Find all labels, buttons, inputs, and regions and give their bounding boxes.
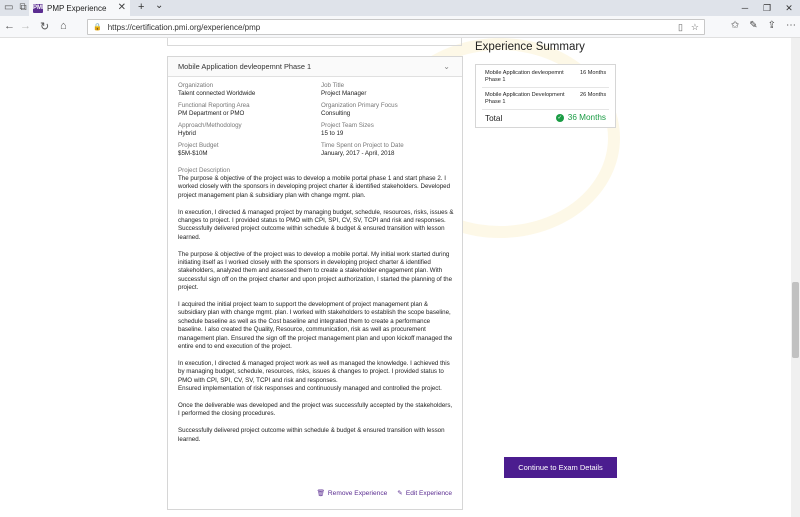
time-spent-value: January, 2017 - April, 2018 (321, 150, 395, 157)
chevron-down-icon[interactable]: ⌄ (443, 62, 450, 71)
time-spent-field (321, 142, 404, 158)
description-paragraph: Once the deliverable was developed and the project was successfully accepted by the stakeholders, I performed the closing procedures. (178, 401, 453, 418)
url-actions (678, 22, 699, 33)
total-value (556, 113, 606, 122)
toolbar-actions (731, 20, 796, 31)
summary-row-months: 26 Months (580, 92, 607, 98)
summary-title: Experience Summary (475, 41, 585, 53)
edit-experience-label: Edit Experience (405, 490, 452, 497)
favorite-star-icon[interactable]: ☆ (690, 22, 699, 32)
experience-title: Mobile Application devleopemnt Phase 1 (178, 62, 312, 71)
functional-area-label: Functional Reporting Area (178, 102, 250, 109)
budget-field (178, 142, 219, 158)
refresh-icon[interactable]: ↻ (40, 21, 50, 33)
total-months: 36 Months (567, 113, 606, 122)
page-content (0, 38, 800, 517)
address-bar (0, 16, 800, 38)
summary-row-months: 16 Months (580, 70, 607, 76)
browser-tab[interactable] (29, 0, 130, 16)
share-icon[interactable]: ⇪ (767, 20, 776, 31)
organization-value: Talent connected Worldwide (178, 90, 256, 97)
summary-row-name: Mobile Application devleopemnt Phase 1 (485, 70, 564, 83)
window-controls (734, 0, 800, 16)
description-label: Project Description (178, 167, 230, 174)
back-icon[interactable]: ← (4, 20, 15, 32)
lock-icon: 🔒 (93, 24, 102, 31)
tab-stack-icon[interactable]: ▭ (4, 2, 14, 13)
tab-preview-icon[interactable]: ⧉ (19, 2, 27, 13)
budget-value: $5M-$10M (178, 150, 208, 157)
functional-area-value: PM Department or PMO (178, 110, 245, 117)
summary-row-name: Mobile Application Development Phase 1 (485, 92, 565, 105)
scrollbar-thumb[interactable] (792, 282, 799, 358)
approach-value: Hybrid (178, 130, 196, 137)
pmi-favicon-icon: PMI (33, 4, 44, 11)
continue-to-exam-details-button[interactable]: Continue to Exam Details (504, 457, 617, 478)
functional-area-field (178, 102, 250, 118)
experience-card (167, 56, 463, 510)
home-icon[interactable]: ⌂ (60, 20, 67, 32)
divider (482, 109, 609, 110)
job-title-value: Project Manager (321, 90, 367, 97)
experience-card-header[interactable] (168, 57, 462, 77)
close-tab-icon[interactable]: ✕ (117, 2, 126, 13)
description-paragraph: The purpose & objective of the project was to develop a mobile portal phase 1 and start phase 2. I worked closely with the sponsors in developing project charter & identified stakeholders. Developed project management plan & subsidiary plan with change mgmt. plan. (178, 175, 451, 199)
check-circle-icon: ✓ (557, 114, 563, 121)
previous-experience-card (167, 38, 462, 46)
approach-label: Approach/Methodology (178, 122, 242, 129)
restore-icon[interactable]: ❐ (762, 3, 772, 13)
description-paragraph: The purpose & objective of the project was to develop a mobile portal. My initial work started during initiating itself as I worked closely with the sponsors in developing project charter & identified stakeholders, analyzed them and assessed them to create a stakeholder engagement plan. With successful sign off on the project charter and upon project authorization, I started the planning of the project. (178, 250, 453, 292)
pencil-icon: ✎ (397, 490, 403, 497)
tab-title: PMP Experience (47, 3, 107, 13)
forward-icon[interactable]: → (20, 20, 31, 32)
job-title-label: Job Title (321, 82, 345, 89)
remove-experience-link[interactable] (317, 489, 388, 497)
approach-field (178, 122, 242, 138)
tab-actions (4, 2, 27, 13)
description-paragraph: In execution, I directed & managed project work as well as managed the knowledge. I achieved this by managing budget, schedule, resources, risks, issues & changes to project. I provided status to PMO with CPI, SPI, CV, SV, TCPI and risk and responses. Ensured implementation of risk responses and continuously managed and controlled the project. (178, 359, 450, 393)
org-focus-field (321, 102, 398, 118)
time-spent-label: Time Spent on Project to Date (321, 142, 404, 149)
url-domain: https://certification.pmi.org (107, 22, 202, 32)
close-window-icon[interactable]: ✕ (785, 3, 793, 13)
divider (482, 87, 609, 88)
edit-experience-link[interactable] (397, 489, 452, 497)
job-title-field (321, 82, 366, 98)
description-paragraph: I acquired the initial project team to support the development of project management plan & subsidiary plan with change mgmt. plan. I worked with stakeholders to establish the scope baseline, schedule baseline as well as the Cost baseline and integrated them to create a performance baseline. I also created the Quality, Resource, communication, risk as well as procurement management plan. Ensured the sign off the project management plan and upon kickoff managed the entire end to end execution of the project. (178, 301, 453, 351)
pen-icon[interactable]: ✎ (749, 20, 758, 31)
favorites-icon[interactable]: ✩ (730, 20, 740, 31)
description-paragraph: Successfully delivered project outcome within schedule & budget & ensured transition with lesson learned. (178, 427, 445, 443)
new-tab-icon[interactable]: + (138, 1, 145, 13)
trash-icon: 🗑 (316, 490, 325, 497)
more-icon[interactable]: ⋯ (786, 20, 796, 31)
experience-summary (475, 64, 616, 128)
chevron-down-icon[interactable]: ⌄ (155, 0, 164, 11)
browser-tabbar (0, 0, 800, 16)
url-field[interactable] (87, 19, 705, 35)
reading-view-icon[interactable]: ▯ (677, 22, 683, 32)
team-size-field (321, 122, 374, 138)
description-paragraph: In execution, I directed & managed project by managing budget, schedule, resources, risks, issues & changes to project. I provided status to PMO with CPI, SPI, CV, SV, TCPI and risk and responses. Successfully delivered project outcome within schedule & budget & ensured transition with lesson learned. (178, 208, 454, 241)
experience-actions (317, 489, 452, 497)
remove-experience-label: Remove Experience (327, 490, 388, 497)
url-path: /experience/pmp (201, 22, 261, 32)
minimize-icon[interactable]: ─ (741, 3, 749, 13)
budget-label: Project Budget (178, 142, 219, 149)
organization-label: Organization (178, 82, 214, 89)
team-size-label: Project Team Sizes (321, 122, 374, 129)
team-size-value: 15 to 19 (321, 130, 344, 137)
project-description (178, 175, 454, 452)
organization-field (178, 82, 255, 98)
org-focus-label: Organization Primary Focus (321, 102, 398, 109)
total-label: Total (485, 114, 503, 123)
org-focus-value: Consulting (321, 110, 351, 117)
page-scrollbar[interactable] (791, 38, 800, 517)
